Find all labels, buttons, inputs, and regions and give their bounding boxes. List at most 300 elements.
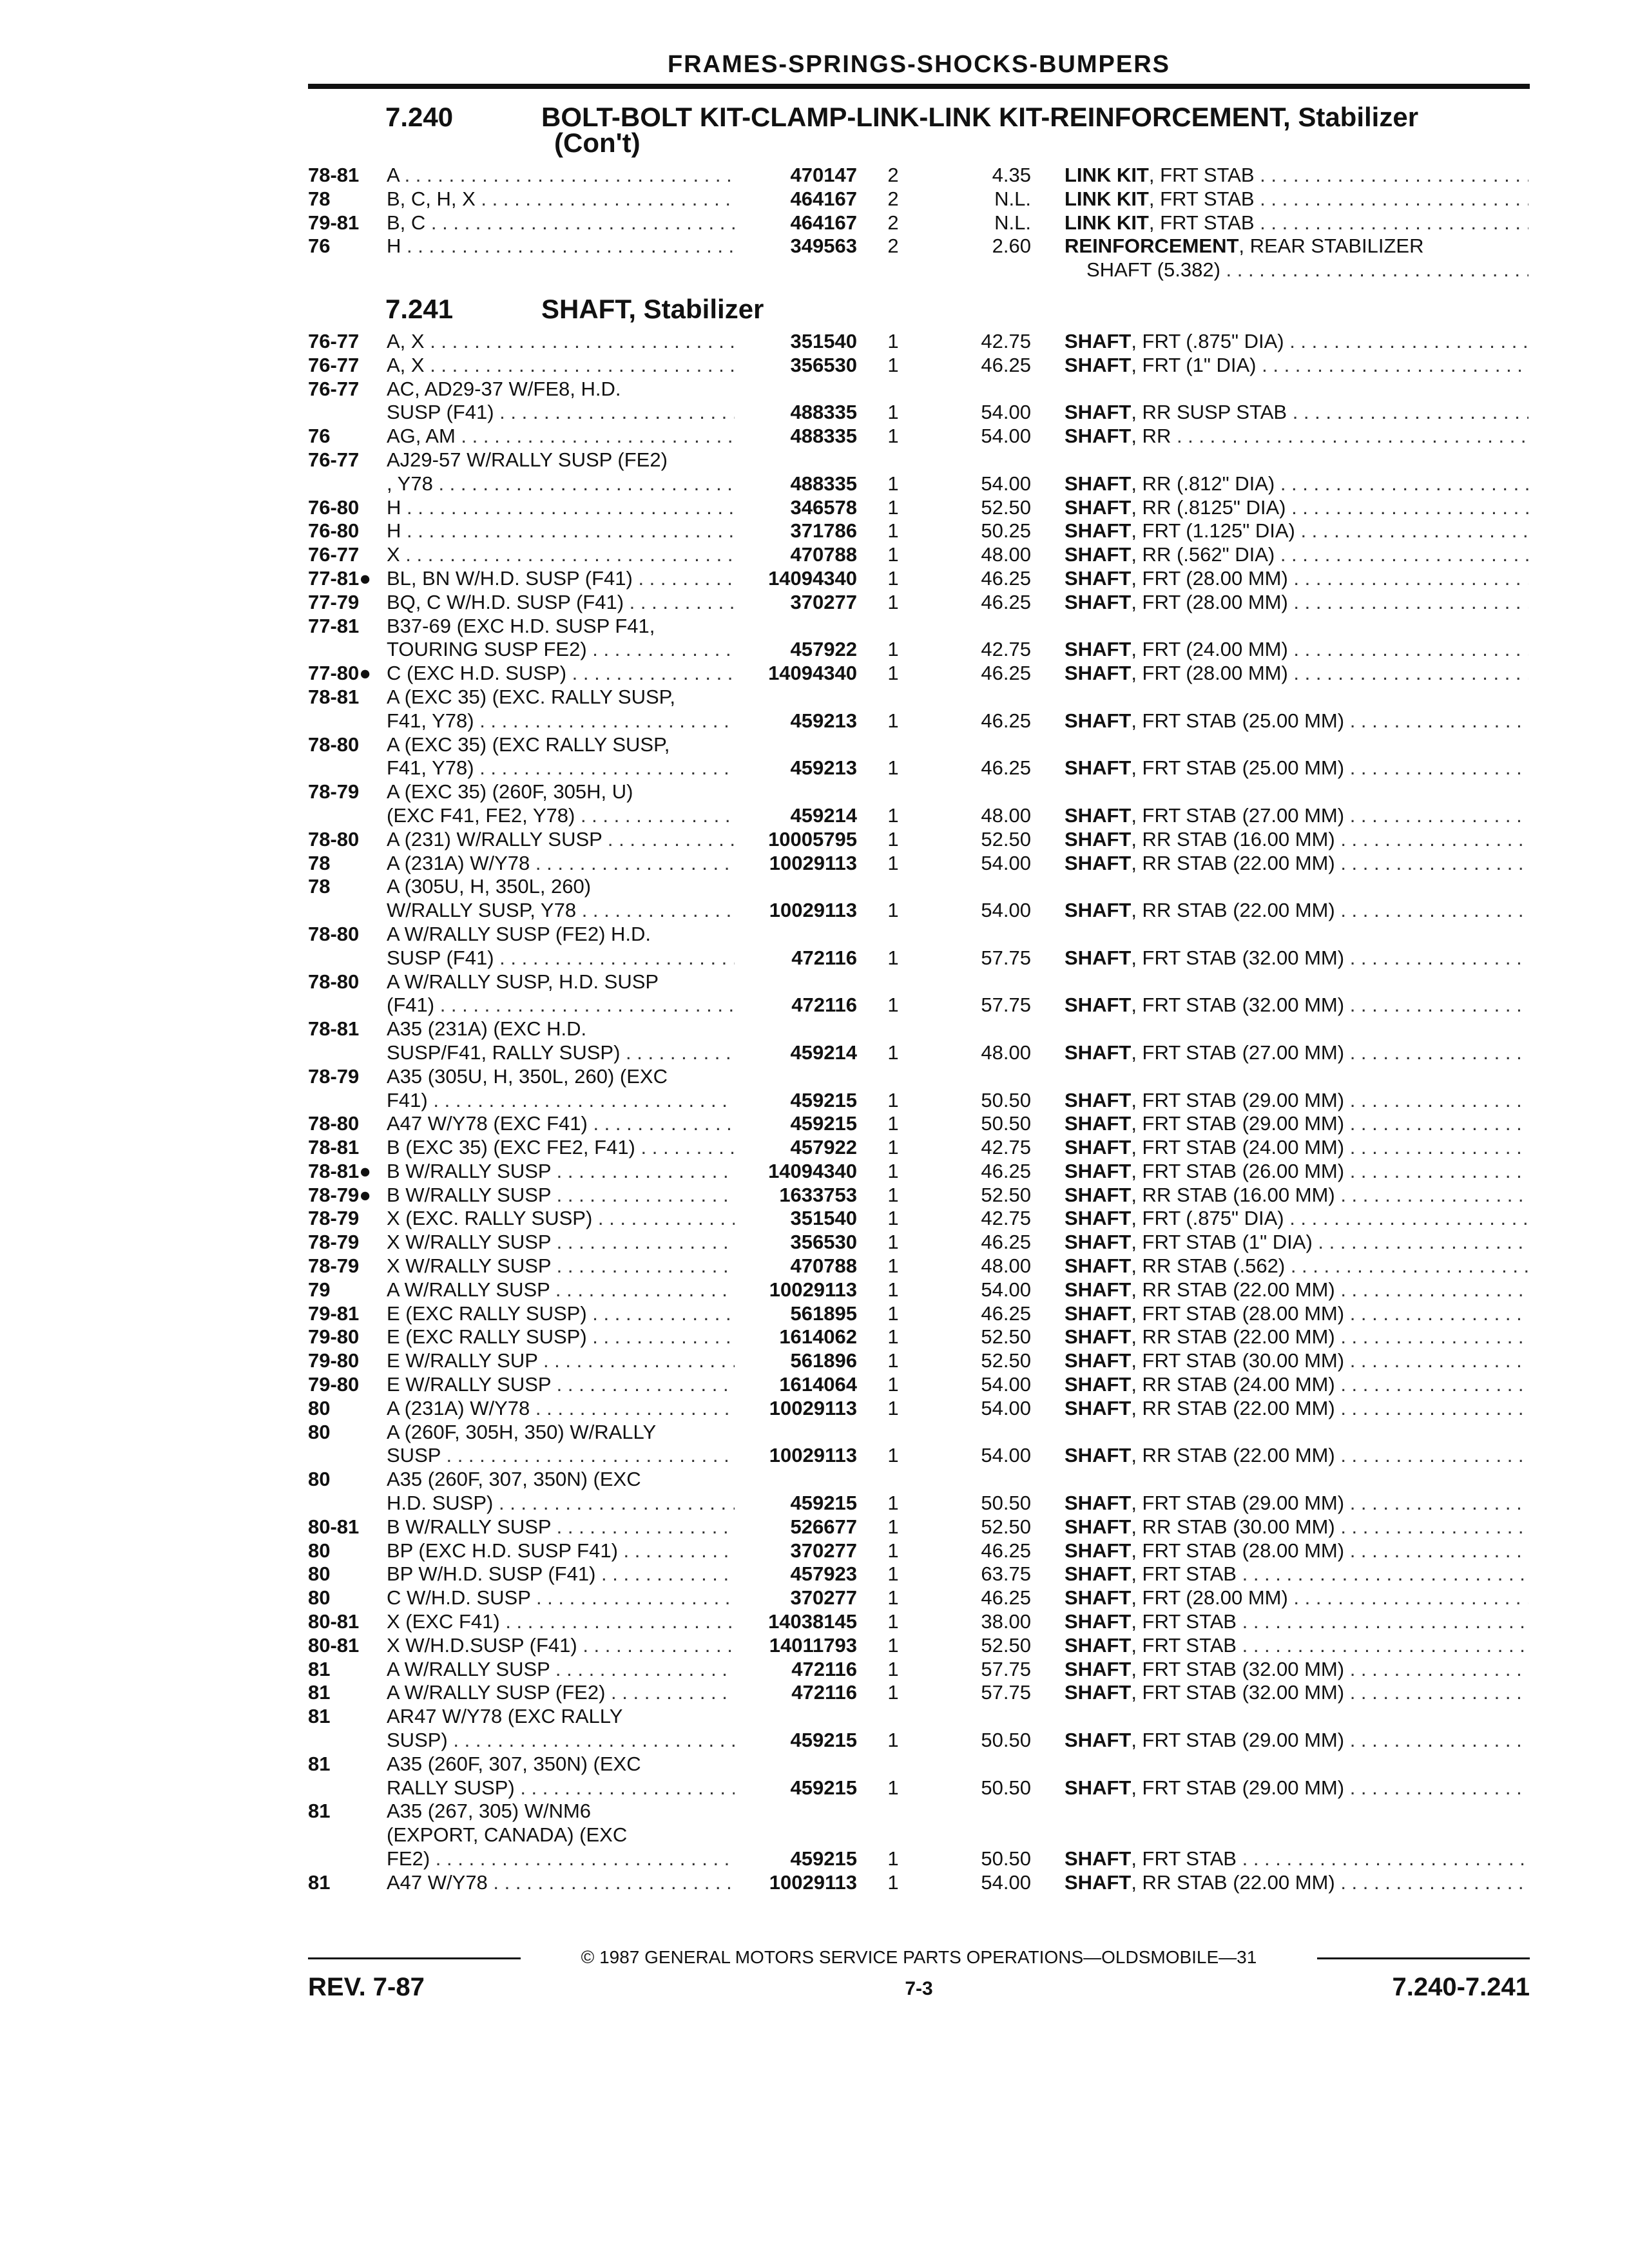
quantity: 1 — [887, 1586, 899, 1610]
part-number: 10029113 — [769, 1396, 857, 1419]
application-description: B, C, H, X . . . — [387, 187, 735, 211]
application-description: X (EXC. RALLY SUSP) . . . — [387, 1207, 735, 1231]
table-row — [0, 686, 1629, 733]
part-name — [1065, 899, 1528, 923]
part-name-detail: , RR STAB (22.00 MM) — [1131, 1278, 1335, 1301]
part-name-keyword: SHAFT — [1065, 1112, 1132, 1135]
quantity: 1 — [887, 827, 899, 850]
quantity: 1 — [887, 1278, 899, 1301]
price: 50.50 — [981, 1776, 1031, 1799]
price: 54.00 — [981, 1444, 1031, 1467]
application-description: A47 W/Y78 (EXC F41) . . . — [387, 1112, 735, 1136]
part-name — [1065, 804, 1528, 828]
price: 46.25 — [981, 590, 1031, 613]
part-name-detail: , RR STAB (30.00 MM) — [1131, 1515, 1335, 1538]
part-name-detail: , FRT STAB — [1148, 211, 1255, 234]
part-name-keyword: SHAFT — [1065, 590, 1132, 613]
part-name-detail: , FRT STAB (29.00 MM) — [1131, 1112, 1345, 1135]
model-years: 81 — [308, 1705, 331, 1728]
part-name — [1065, 1184, 1528, 1207]
part-name-keyword: SHAFT — [1065, 1183, 1132, 1206]
part-number: 459215 — [790, 1729, 857, 1752]
table-row — [0, 211, 1629, 235]
table-row — [0, 448, 1629, 496]
table-row — [0, 567, 1629, 591]
part-name — [1065, 947, 1528, 970]
application-description: H . . . — [387, 496, 735, 520]
table-row — [0, 1231, 1629, 1254]
part-name — [1065, 1634, 1528, 1658]
application-description: C W/H.D. SUSP . . . — [387, 1586, 735, 1610]
part-number: 346578 — [790, 495, 857, 519]
price: 52.50 — [981, 1515, 1031, 1538]
part-name-keyword: SHAFT — [1065, 1729, 1132, 1752]
part-name — [1065, 1847, 1528, 1871]
table-row — [0, 1634, 1629, 1658]
application-description: A, X . . . — [387, 330, 735, 354]
quantity: 1 — [887, 330, 899, 352]
model-years: 80 — [308, 1396, 331, 1419]
model-years: 77-79 — [308, 590, 360, 613]
footer-rule-right — [1317, 1957, 1530, 1959]
table-row — [0, 187, 1629, 211]
model-years: 81 — [308, 1657, 331, 1680]
application-description: A35 (260F, 307, 350N) (EXC — [387, 1468, 641, 1491]
table-row — [0, 828, 1629, 852]
part-name-detail: , FRT (.875" DIA) — [1131, 330, 1284, 352]
part-name — [1065, 1254, 1528, 1278]
part-name — [1065, 1278, 1528, 1302]
application-description: A35 (305U, H, 350L, 260) (EXC — [387, 1064, 668, 1088]
application-description: AC, AD29-37 W/FE8, H.D. — [387, 377, 621, 400]
table-row — [0, 970, 1629, 1018]
price: 54.00 — [981, 899, 1031, 922]
part-name-detail: , FRT STAB (30.00 MM) — [1131, 1349, 1345, 1372]
part-name — [1065, 828, 1528, 852]
table-row — [0, 1468, 1629, 1515]
quantity: 1 — [887, 519, 899, 543]
part-number: 1614062 — [779, 1325, 857, 1349]
part-name — [1065, 591, 1528, 615]
part-name-detail: , FRT STAB (29.00 MM) — [1131, 1776, 1345, 1799]
model-years: 76-77 — [308, 377, 360, 400]
quantity: 1 — [887, 994, 899, 1017]
application-description: AG, AM . . . — [387, 425, 735, 448]
part-name-detail: , RR STAB (22.00 MM) — [1131, 851, 1335, 874]
part-name-keyword: SHAFT — [1065, 1681, 1132, 1704]
application-description: BL, BN W/H.D. SUSP (F41) . . . — [387, 567, 735, 591]
part-name-keyword: SHAFT — [1065, 1657, 1132, 1680]
part-number: 561896 — [790, 1349, 857, 1372]
quantity: 1 — [887, 1776, 899, 1799]
part-name-keyword: SHAFT — [1065, 1041, 1132, 1064]
part-number: 459215 — [790, 1492, 857, 1515]
part-name-keyword: SHAFT — [1065, 330, 1132, 352]
application-description: E (EXC RALLY SUSP) . . . — [387, 1302, 735, 1326]
price: N.L. — [994, 211, 1031, 234]
table-row — [0, 378, 1629, 425]
price: 50.50 — [981, 1847, 1031, 1870]
application-description: , Y78 . . . — [387, 472, 735, 496]
application-description: X W/H.D.SUSP (F41) . . . — [387, 1634, 735, 1658]
part-name — [1065, 164, 1528, 187]
price: 46.25 — [981, 1231, 1031, 1254]
application-description: F41, Y78) . . . — [387, 756, 735, 780]
part-number: 472116 — [791, 1657, 857, 1680]
part-name-detail: , FRT STAB — [1148, 187, 1255, 210]
application-description: SUSP . . . — [387, 1444, 735, 1468]
quantity: 1 — [887, 1610, 899, 1633]
part-name-detail: , FRT STAB (32.00 MM) — [1131, 994, 1345, 1017]
application-description: A35 (260F, 307, 350N) (EXC — [387, 1752, 641, 1775]
price: 46.25 — [981, 1586, 1031, 1610]
application-description: A, X . . . — [387, 354, 735, 378]
price: 42.75 — [981, 1207, 1031, 1230]
part-name — [1065, 1610, 1528, 1634]
table-row — [0, 780, 1629, 828]
part-name-keyword: SHAFT — [1065, 519, 1132, 543]
model-years: 79 — [308, 1278, 331, 1301]
price: 57.75 — [981, 1657, 1031, 1680]
quantity: 1 — [887, 1088, 899, 1111]
footer-copyright: © 1987 GENERAL MOTORS SERVICE PARTS OPERATIONS—OLDSMOBILE—31 — [581, 1947, 1257, 1967]
part-name-keyword: SHAFT — [1065, 1586, 1132, 1610]
quantity: 1 — [887, 1633, 899, 1657]
part-name — [1065, 401, 1528, 425]
part-name-keyword: SHAFT — [1065, 1847, 1132, 1870]
part-name-keyword: SHAFT — [1065, 1207, 1132, 1230]
table-row — [0, 662, 1629, 686]
part-name-detail: , RR STAB (22.00 MM) — [1131, 1870, 1335, 1894]
price: 46.25 — [981, 1302, 1031, 1325]
part-number: 14094340 — [768, 1159, 857, 1182]
price: 50.50 — [981, 1729, 1031, 1752]
part-name — [1065, 1492, 1528, 1515]
section-7241-rows — [0, 330, 1629, 1895]
part-name-detail: , FRT STAB (27.00 MM) — [1131, 1041, 1345, 1064]
part-number: 351540 — [790, 1207, 857, 1230]
table-row — [0, 1753, 1629, 1800]
model-years: 78-79 — [308, 1231, 360, 1254]
part-name-detail: , RR STAB (.562) — [1131, 1254, 1286, 1278]
model-years: 80-81 — [308, 1633, 360, 1657]
application-description: E (EXC RALLY SUSP) . . . — [387, 1325, 735, 1349]
part-name-keyword: SHAFT — [1065, 1088, 1132, 1111]
part-name-keyword: SHAFT — [1065, 543, 1132, 566]
table-row — [0, 1065, 1629, 1113]
price: 46.25 — [981, 1539, 1031, 1562]
quantity: 1 — [887, 1444, 899, 1467]
part-name-keyword: SHAFT — [1065, 827, 1132, 850]
section-number: 7.240 — [385, 102, 454, 132]
part-name-keyword: SHAFT — [1065, 425, 1132, 448]
model-years: 78-80 — [308, 733, 360, 756]
part-number: 370277 — [790, 590, 857, 613]
price: 54.00 — [981, 1396, 1031, 1419]
part-number: 371786 — [790, 519, 857, 543]
section-7240-rows — [0, 164, 1629, 282]
model-years: 80 — [308, 1468, 331, 1491]
part-number: 14038145 — [768, 1610, 857, 1633]
table-row — [0, 1373, 1629, 1397]
part-name-detail: , RR STAB (16.00 MM) — [1131, 1183, 1335, 1206]
model-years: 78-79● — [308, 1183, 372, 1206]
application-description: B W/RALLY SUSP . . . — [387, 1515, 735, 1539]
table-row — [0, 1562, 1629, 1586]
application-description: BP W/H.D. SUSP (F41) . . . — [387, 1562, 735, 1586]
model-years: 76 — [308, 425, 331, 448]
quantity: 1 — [887, 1847, 899, 1870]
price: 54.00 — [981, 851, 1031, 874]
model-years: 78-81 — [308, 1017, 360, 1041]
model-years: 79-81 — [308, 211, 360, 234]
model-years: 79-80 — [308, 1373, 360, 1396]
application-description: A . . . — [387, 164, 735, 187]
quantity: 1 — [887, 1112, 899, 1135]
part-name-keyword: SHAFT — [1065, 1159, 1132, 1182]
table-row — [0, 1705, 1629, 1753]
price: 48.00 — [981, 1041, 1031, 1064]
quantity: 1 — [887, 401, 899, 424]
part-name — [1065, 472, 1528, 496]
quantity: 1 — [887, 1136, 899, 1159]
quantity: 1 — [887, 1515, 899, 1538]
application-description: (EXPORT, CANADA) (EXC — [387, 1823, 628, 1847]
application-description: A35 (231A) (EXC H.D. — [387, 1017, 587, 1041]
table-row — [0, 733, 1629, 781]
quantity: 2 — [887, 211, 899, 234]
price: 50.50 — [981, 1492, 1031, 1515]
application-description: A (305U, H, 350L, 260) — [387, 875, 592, 898]
part-number: 351540 — [790, 330, 857, 352]
part-name-keyword: SHAFT — [1065, 353, 1132, 376]
part-name-keyword: SHAFT — [1065, 566, 1132, 590]
part-number: 459214 — [790, 803, 857, 827]
part-number: 472116 — [791, 946, 857, 969]
part-name — [1065, 1871, 1528, 1895]
price: 63.75 — [981, 1562, 1031, 1586]
table-row — [0, 543, 1629, 567]
application-description: F41) . . . — [387, 1089, 735, 1113]
model-years: 81 — [308, 1752, 331, 1775]
model-years: 78-81 — [308, 1136, 360, 1159]
application-description: A W/RALLY SUSP (FE2) H.D. — [387, 922, 651, 945]
part-name-keyword: LINK KIT — [1065, 187, 1149, 210]
price: 54.00 — [981, 1278, 1031, 1301]
application-description: SUSP) . . . — [387, 1729, 735, 1753]
application-description: B W/RALLY SUSP . . . — [387, 1160, 735, 1184]
part-name — [1065, 567, 1528, 591]
part-name-detail: , REAR STABILIZER — [1239, 235, 1424, 258]
part-name-keyword: SHAFT — [1065, 1278, 1132, 1301]
part-number: 470147 — [790, 164, 857, 186]
price: 54.00 — [981, 425, 1031, 448]
application-description: (F41) . . . — [387, 994, 735, 1017]
price: 54.00 — [981, 472, 1031, 495]
table-row — [0, 875, 1629, 923]
page-footer — [308, 1943, 1530, 2021]
application-description: A W/RALLY SUSP (FE2) . . . — [387, 1681, 735, 1705]
part-name-keyword: REINFORCEMENT — [1065, 235, 1239, 258]
part-name — [1065, 1089, 1528, 1113]
part-name — [1065, 1729, 1528, 1753]
application-description: A (EXC 35) (EXC. RALLY SUSP, — [387, 685, 675, 708]
model-years: 78-80 — [308, 922, 360, 945]
part-name-keyword: SHAFT — [1065, 1562, 1132, 1586]
quantity: 1 — [887, 1657, 899, 1680]
price: 2.60 — [992, 235, 1031, 258]
part-name-detail: , FRT STAB (24.00 MM) — [1131, 1136, 1345, 1159]
part-number: 561895 — [790, 1302, 857, 1325]
part-number: 459213 — [790, 756, 857, 780]
price: 42.75 — [981, 638, 1031, 661]
quantity: 1 — [887, 1207, 899, 1230]
part-name-detail: , RR — [1131, 425, 1171, 448]
part-number: 470788 — [790, 1254, 857, 1278]
part-name — [1065, 187, 1528, 211]
part-number: 472116 — [791, 1681, 857, 1704]
part-name-detail: , FRT (1" DIA) — [1131, 353, 1257, 376]
part-name — [1065, 1444, 1528, 1468]
application-description: B W/RALLY SUSP . . . — [387, 1184, 735, 1207]
application-description: SUSP/F41, RALLY SUSP) . . . — [387, 1041, 735, 1065]
price: 52.50 — [981, 827, 1031, 850]
part-name — [1065, 994, 1528, 1017]
application-description: A (EXC 35) (260F, 305H, U) — [387, 780, 633, 803]
model-years: 76-77 — [308, 448, 360, 471]
table-row — [0, 923, 1629, 970]
model-years: 78-79 — [308, 1207, 360, 1230]
quantity: 1 — [887, 1870, 899, 1894]
part-name-keyword: SHAFT — [1065, 1373, 1132, 1396]
model-years: 80-81 — [308, 1515, 360, 1538]
quantity: 1 — [887, 638, 899, 661]
part-number: 10005795 — [768, 827, 857, 850]
table-row — [0, 1207, 1629, 1231]
table-row — [0, 164, 1629, 187]
quantity: 1 — [887, 1492, 899, 1515]
part-name — [1065, 1658, 1528, 1682]
model-years: 79-81 — [308, 1302, 360, 1325]
table-row — [0, 1254, 1629, 1278]
price: 57.75 — [981, 1681, 1031, 1704]
model-years: 77-81 — [308, 614, 360, 637]
application-description: F41, Y78) . . . — [387, 709, 735, 733]
part-name-detail: , FRT (28.00 MM) — [1131, 662, 1288, 685]
application-description: X W/RALLY SUSP . . . — [387, 1254, 735, 1278]
price: 4.35 — [992, 164, 1031, 186]
price: 42.75 — [981, 1136, 1031, 1159]
part-number: 464167 — [790, 211, 857, 234]
quantity: 1 — [887, 1373, 899, 1396]
quantity: 1 — [887, 472, 899, 495]
part-name-keyword: SHAFT — [1065, 1396, 1132, 1419]
part-name-detail: , FRT STAB (29.00 MM) — [1131, 1729, 1345, 1752]
model-years: 81 — [308, 1800, 331, 1823]
part-number: 457922 — [790, 1136, 857, 1159]
part-name-detail: , RR STAB (16.00 MM) — [1131, 827, 1335, 850]
part-number: 10029113 — [769, 1444, 857, 1467]
part-name — [1065, 235, 1528, 258]
part-name-keyword: SHAFT — [1065, 1444, 1132, 1467]
part-name-detail: , RR STAB (22.00 MM) — [1131, 1444, 1335, 1467]
table-row — [0, 1017, 1629, 1065]
part-name-detail: , FRT STAB — [1131, 1562, 1237, 1586]
part-name-detail: , FRT (1.125" DIA) — [1131, 519, 1295, 543]
part-name-keyword: SHAFT — [1065, 495, 1132, 519]
part-name-detail: , FRT (24.00 MM) — [1131, 638, 1288, 661]
application-description: X W/RALLY SUSP . . . — [387, 1231, 735, 1254]
quantity: 1 — [887, 1183, 899, 1206]
part-number: 459215 — [790, 1776, 857, 1799]
table-row — [0, 1800, 1629, 1870]
model-years: 80 — [308, 1562, 331, 1586]
part-name — [1065, 1539, 1528, 1563]
table-row — [0, 1112, 1629, 1136]
price: 46.25 — [981, 566, 1031, 590]
part-name-detail: , RR STAB (22.00 MM) — [1131, 1396, 1335, 1419]
part-name — [1065, 211, 1528, 235]
model-years: 78-79 — [308, 780, 360, 803]
part-number: 356530 — [790, 353, 857, 376]
part-name — [1065, 543, 1528, 567]
part-name-keyword: SHAFT — [1065, 401, 1132, 424]
quantity: 1 — [887, 899, 899, 922]
part-name-keyword: SHAFT — [1065, 662, 1132, 685]
section-title: SHAFT, Stabilizer — [541, 294, 764, 324]
part-name — [1065, 1373, 1528, 1397]
price: 54.00 — [981, 1373, 1031, 1396]
part-name-detail: , FRT (28.00 MM) — [1131, 566, 1288, 590]
table-row — [0, 1539, 1629, 1563]
part-name — [1065, 1325, 1528, 1349]
part-name-keyword: SHAFT — [1065, 756, 1132, 780]
table-row — [0, 1278, 1629, 1302]
part-name — [1065, 1231, 1528, 1254]
part-number: 488335 — [790, 472, 857, 495]
section-continued: (Con't) — [554, 128, 641, 158]
table-row — [0, 1184, 1629, 1207]
price: 48.00 — [981, 803, 1031, 827]
part-name — [1065, 354, 1528, 378]
price: 50.50 — [981, 1088, 1031, 1111]
part-name-detail: , RR STAB (22.00 MM) — [1131, 1325, 1335, 1349]
quantity: 1 — [887, 1159, 899, 1182]
part-name-keyword: SHAFT — [1065, 1610, 1132, 1633]
model-years: 76-77 — [308, 353, 360, 376]
part-name — [1065, 662, 1528, 686]
part-name — [1065, 1586, 1528, 1610]
model-years: 77-80● — [308, 662, 372, 685]
quantity: 1 — [887, 1302, 899, 1325]
price: N.L. — [994, 187, 1031, 210]
model-years: 78-79 — [308, 1254, 360, 1278]
footer-page-number: 7-3 — [905, 1978, 933, 1999]
part-number: 470788 — [790, 543, 857, 566]
part-number: 459214 — [790, 1041, 857, 1064]
part-name-detail: , FRT STAB (28.00 MM) — [1131, 1302, 1345, 1325]
model-years: 78-81● — [308, 1159, 372, 1182]
part-name-keyword: SHAFT — [1065, 709, 1132, 732]
price: 42.75 — [981, 330, 1031, 352]
model-years: 76-80 — [308, 495, 360, 519]
application-description: W/RALLY SUSP, Y78 . . . — [387, 899, 735, 923]
model-years: 79-80 — [308, 1325, 360, 1349]
table-row — [0, 519, 1629, 543]
model-years: 78-80 — [308, 1112, 360, 1135]
header-rule — [308, 84, 1530, 89]
quantity: 1 — [887, 1254, 899, 1278]
